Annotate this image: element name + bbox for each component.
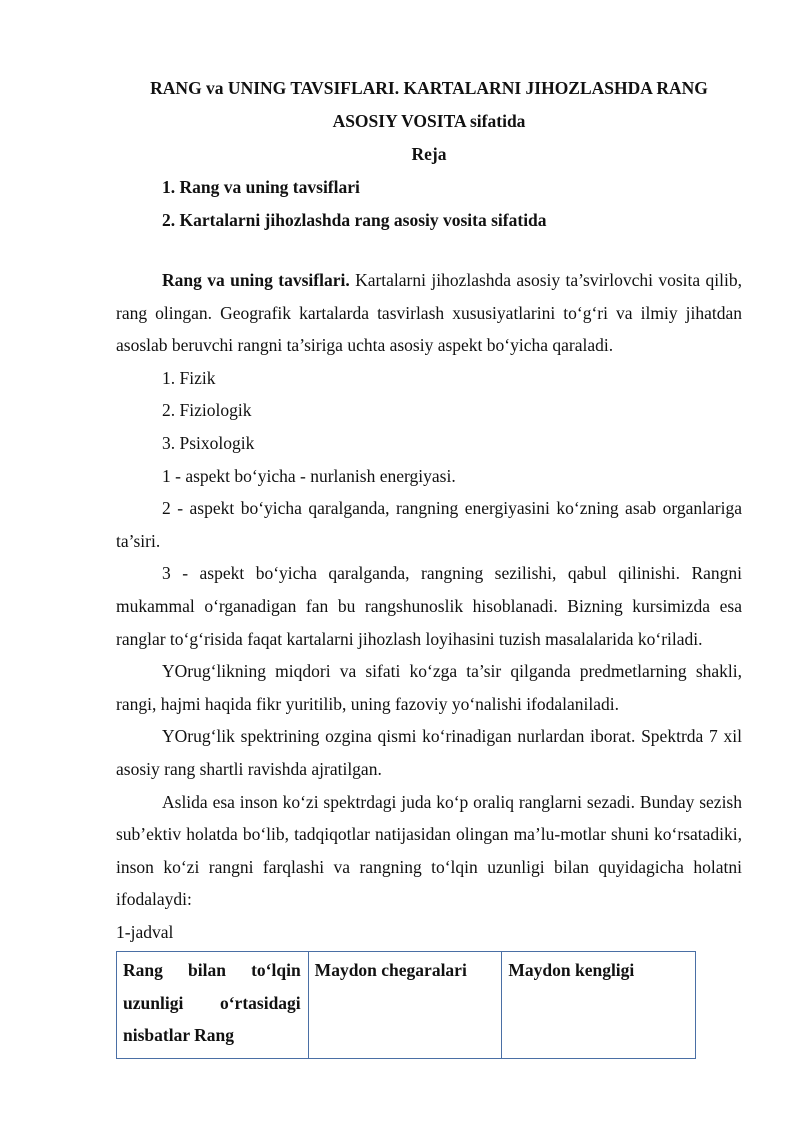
plan-heading: Reja [411, 144, 447, 164]
table-header-cell: Maydon kengligi [502, 952, 696, 1059]
aspect-item: 1. Fizik [162, 367, 216, 388]
intro-paragraph [116, 264, 742, 362]
paragraph: 1 - aspekt bo‘yicha - nurlanish energiyasi. [162, 465, 456, 486]
plan-item: 1. Rang va uning tavsiflari [162, 177, 360, 197]
paragraph: 3 - aspekt bo‘yicha qaralganda, rangning sezilishi, qabul qilinishi. Rangni mukammal o‘rganadigan fan bu rangshunoslik hisoblanadi. Bizning kursimizda esa ranglar to‘g‘risida faqat kartalarni jihozlash loyihasini tuzish masalalarida ko‘riladi. [116, 563, 742, 649]
paragraph: YOrug‘likning miqdori va sifati ko‘zga ta’sir qilganda predmetlarning shakli, rangi, hajmi haqida fikr yuritilib, uning fazoviy yo‘nalishi ifodalaniladi. [116, 661, 742, 714]
intro-text: Kartalarni jihozlashda asosiy ta’svirlovchi vosita qilib, rang olingan. Geografik kartalarda tasvirlash xususiyatlarini to‘g‘ri va ilmiy jihatdan asoslab beruvchi rangni ta’siriga uchta asosiy aspekt bo‘yicha qaraladi. [116, 270, 742, 356]
paragraph: YOrug‘lik spektrining ozgina qismi ko‘rinadigan nurlardan iborat. Spektrda 7 xil asosiy rang shartli ravishda ajratilgan. [116, 726, 742, 779]
table-header-row [117, 952, 696, 1059]
document-title: RANG va UNING TAVSIFLARI. KARTALARNI JIHOZLASHDA RANG ASOSIY VOSITA sifatida [150, 78, 708, 131]
aspect-item: 2. Fiziologik [162, 400, 252, 421]
plan-item: 2. Kartalarni jihozlashda rang asosiy vosita sifatida [162, 210, 547, 230]
paragraph: 2 - aspekt bo‘yicha qaralganda, rangning energiyasini ko‘zning asab organlariga ta’siri. [116, 498, 742, 551]
intro-lead: Rang va uning tavsiflari. [162, 270, 350, 290]
data-table [116, 951, 696, 1059]
document-body [116, 264, 742, 948]
table-header-cell: Rang bilan to‘lqin uzunligi o‘rtasidagi nisbatlar Rang [117, 952, 309, 1059]
table-header-cell: Maydon chegaralari [308, 952, 502, 1059]
paragraph: Aslida esa inson ko‘zi spektrdagi juda ko‘p oraliq ranglarni sezadi. Bunday sezish sub’ektiv holatda bo‘lib, tadqiqotlar natijasidan olingan ma’lu-motlar shuni ko‘rsatadiki, inson ko‘zi rangni farqlashi va rangning to‘lqin uzunligi bilan quyidagicha holatni ifodalaydi: [116, 791, 742, 910]
plan-list [162, 171, 547, 237]
table-caption: 1-jadval [116, 921, 174, 942]
aspect-item: 3. Psixologik [162, 432, 255, 453]
